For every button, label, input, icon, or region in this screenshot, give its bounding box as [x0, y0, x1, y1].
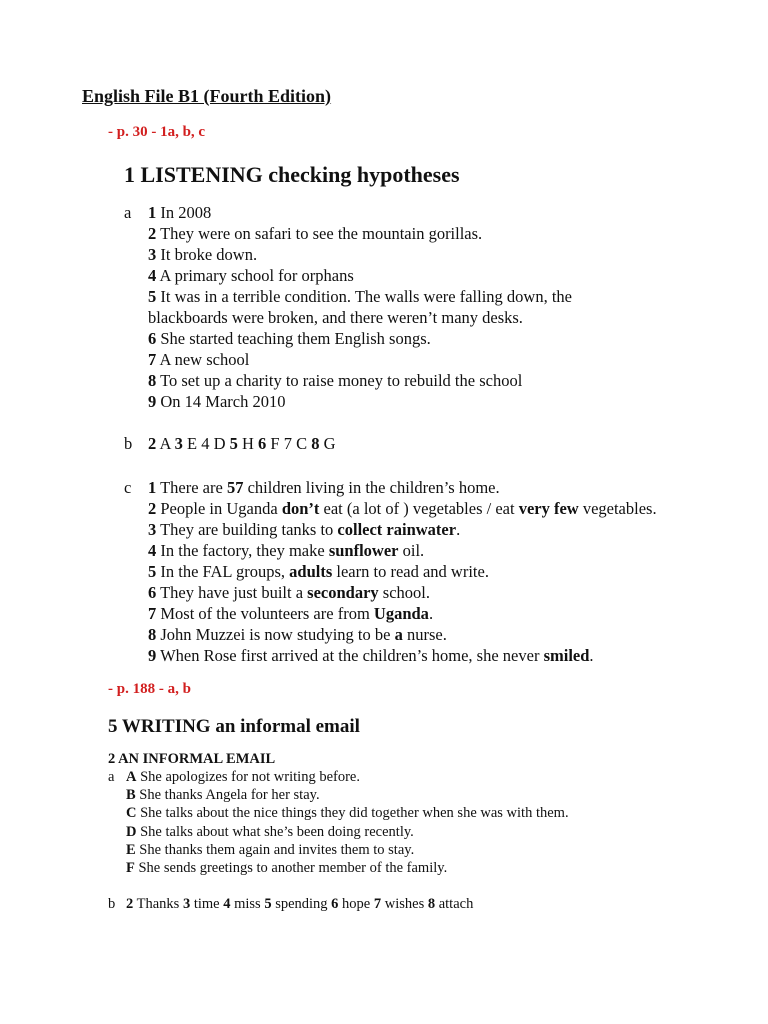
answer-letter: F [126, 860, 135, 876]
answer-line [148, 562, 489, 582]
answer-number: 4 [223, 896, 231, 912]
answer-line [148, 583, 430, 603]
answer-text: It broke down. [156, 245, 258, 264]
answer-line [148, 499, 657, 519]
answer-number: 8 [148, 371, 157, 390]
answer-text: People in Uganda [156, 499, 282, 518]
answer-text: wishes [381, 896, 428, 912]
answer-text: vegetables. [578, 499, 657, 518]
answer-text: eat (a lot of ) vegetables / eat [319, 499, 519, 518]
answer-keyword: adults [289, 562, 333, 581]
answer-text: miss [230, 896, 265, 912]
answer-line [148, 371, 522, 391]
answer-text: H [237, 434, 259, 453]
answer-keyword: collect rainwater [337, 520, 457, 539]
answer-number: 6 [258, 434, 267, 453]
answer-text: She talks about the nice things they did together when she was with them. [136, 805, 569, 822]
answer-line [148, 541, 424, 561]
answer-letter: E [126, 841, 136, 858]
answer-line [148, 646, 594, 666]
section-1b-answers [148, 434, 336, 454]
answer-text: attach [435, 896, 474, 912]
answer-number: 6 [331, 896, 339, 912]
answer-text: . [589, 646, 594, 665]
answer-letter: B [126, 787, 136, 804]
answer-letter: C [126, 805, 137, 822]
answer-text: Thanks [133, 896, 183, 912]
document-title: English File B1 (Fourth Edition) [82, 86, 332, 106]
answer-line [126, 860, 447, 877]
answer-keyword: 8 [148, 625, 157, 644]
answer-number: 5 [148, 287, 157, 306]
answer-line [148, 287, 572, 307]
answer-text: oil. [398, 541, 425, 560]
answer-text: They are building tanks to [156, 520, 338, 539]
answer-keyword: 9 [148, 646, 157, 665]
section-5-heading: 5 WRITING an informal email [108, 716, 360, 737]
answer-text: spending [271, 896, 332, 912]
answer-keyword: 6 [148, 583, 157, 602]
answer-text: When Rose first arrived at the children’s home, she never [156, 646, 544, 665]
answer-text: In the FAL groups, [156, 562, 290, 581]
answer-letter: D [126, 823, 137, 840]
answer-number: 7 [148, 350, 157, 369]
answer-keyword: 5 [148, 562, 157, 581]
answer-text: . [428, 604, 434, 623]
section-5a-letter: a [108, 769, 115, 785]
answer-keyword: secondary [307, 583, 379, 602]
answer-text: blackboards were broken, and there weren’t many desks. [148, 308, 523, 327]
answer-keyword: don’t [281, 499, 320, 518]
answer-text: They have just built a [156, 583, 308, 602]
answer-line [148, 329, 431, 349]
answer-line [126, 787, 320, 804]
answer-number: 6 [148, 329, 157, 348]
answer-text: E 4 D [182, 434, 230, 453]
answer-text: A new school [156, 350, 250, 369]
answer-text: children living in the children’s home. [243, 478, 500, 497]
answer-text: F 7 C [266, 434, 312, 453]
answer-text: They were on safari to see the mountain gorillas. [156, 224, 483, 243]
answer-letter: A [126, 769, 137, 785]
answer-text: She thanks Angela for her stay. [135, 787, 320, 804]
answer-text: John Muzzei is now studying to be [156, 625, 395, 644]
answer-line [148, 350, 249, 370]
answer-number: 1 [148, 203, 157, 222]
answer-text: school. [378, 583, 431, 602]
answer-text: Most of the volunteers are from [156, 604, 374, 623]
answer-keyword: sunflower [328, 541, 399, 560]
answer-text: A [156, 434, 175, 453]
answer-keyword: 3 [148, 520, 157, 539]
answer-number: 2 [126, 896, 134, 912]
answer-text: G [319, 434, 336, 453]
answer-number: 9 [148, 392, 157, 411]
answer-text: In the factory, they make [156, 541, 329, 560]
section-1a-letter: a [124, 203, 132, 222]
answer-text: She apologizes for not writing before. [136, 769, 360, 785]
answer-keyword: very few [518, 499, 579, 518]
answer-line [148, 245, 257, 265]
answer-keyword: Uganda [373, 604, 429, 623]
section-1-heading: 1 LISTENING checking hypotheses [124, 162, 460, 187]
answer-text: To set up a charity to raise money to rebuild the school [156, 371, 523, 390]
answer-text: time [190, 896, 224, 912]
answer-text: She talks about what she’s been doing recently. [136, 823, 414, 840]
answer-line [148, 224, 482, 244]
answer-text: hope [338, 896, 374, 912]
answer-line [148, 520, 460, 540]
answer-line [148, 625, 447, 645]
answer-line [126, 824, 414, 841]
section-1c-letter: c [124, 478, 132, 497]
answer-text: There are [156, 478, 227, 497]
section-5b-answers [126, 896, 473, 913]
answer-text: nurse. [402, 625, 447, 644]
answer-text: She sends greetings to another member of the family. [134, 860, 448, 876]
answer-number: 5 [229, 434, 238, 453]
answer-text: She started teaching them English songs. [156, 329, 431, 348]
answer-number: 3 [182, 896, 191, 912]
answer-keyword: 7 [148, 604, 157, 623]
answer-keyword: 2 [148, 499, 157, 518]
section-5-subheading: 2 AN INFORMAL EMAIL [108, 751, 276, 767]
answer-text: . [456, 520, 461, 539]
answer-line [148, 392, 285, 412]
answer-number: 4 [148, 266, 157, 285]
answer-text: A primary school for orphans [156, 266, 354, 285]
answer-line [126, 805, 569, 822]
answer-number: 3 [174, 434, 183, 453]
page-reference-2: - p. 188 - a, b [108, 681, 191, 697]
answer-line [148, 266, 354, 286]
answer-number: 8 [427, 896, 436, 912]
answer-keyword: 57 [226, 478, 244, 497]
answer-keyword: smiled [543, 646, 590, 665]
answer-line [126, 842, 414, 859]
answer-keyword: 4 [148, 541, 157, 560]
answer-line [126, 769, 360, 786]
answer-keyword: a [394, 625, 403, 644]
answer-line [148, 478, 500, 498]
answer-keyword: 1 [148, 478, 157, 497]
answer-text: It was in a terrible condition. The walls were falling down, the [156, 287, 572, 306]
answer-text: On 14 March 2010 [156, 392, 286, 411]
answer-text: In 2008 [156, 203, 212, 222]
answer-number: 3 [148, 245, 157, 264]
answer-number: 5 [264, 896, 272, 912]
answer-text: She thanks them again and invites them to stay. [135, 841, 415, 858]
page-reference-1: - p. 30 - 1a, b, c [108, 124, 206, 140]
answer-number: 2 [148, 224, 157, 243]
section-5b-letter: b [108, 896, 116, 912]
answer-text: learn to read and write. [332, 562, 489, 581]
section-1b-letter: b [124, 434, 133, 453]
answer-number: 2 [148, 434, 157, 453]
answer-number: 7 [373, 896, 382, 912]
answer-line [148, 203, 211, 223]
answer-number: 8 [311, 434, 320, 453]
answer-line [148, 604, 433, 624]
answer-line [148, 308, 523, 328]
